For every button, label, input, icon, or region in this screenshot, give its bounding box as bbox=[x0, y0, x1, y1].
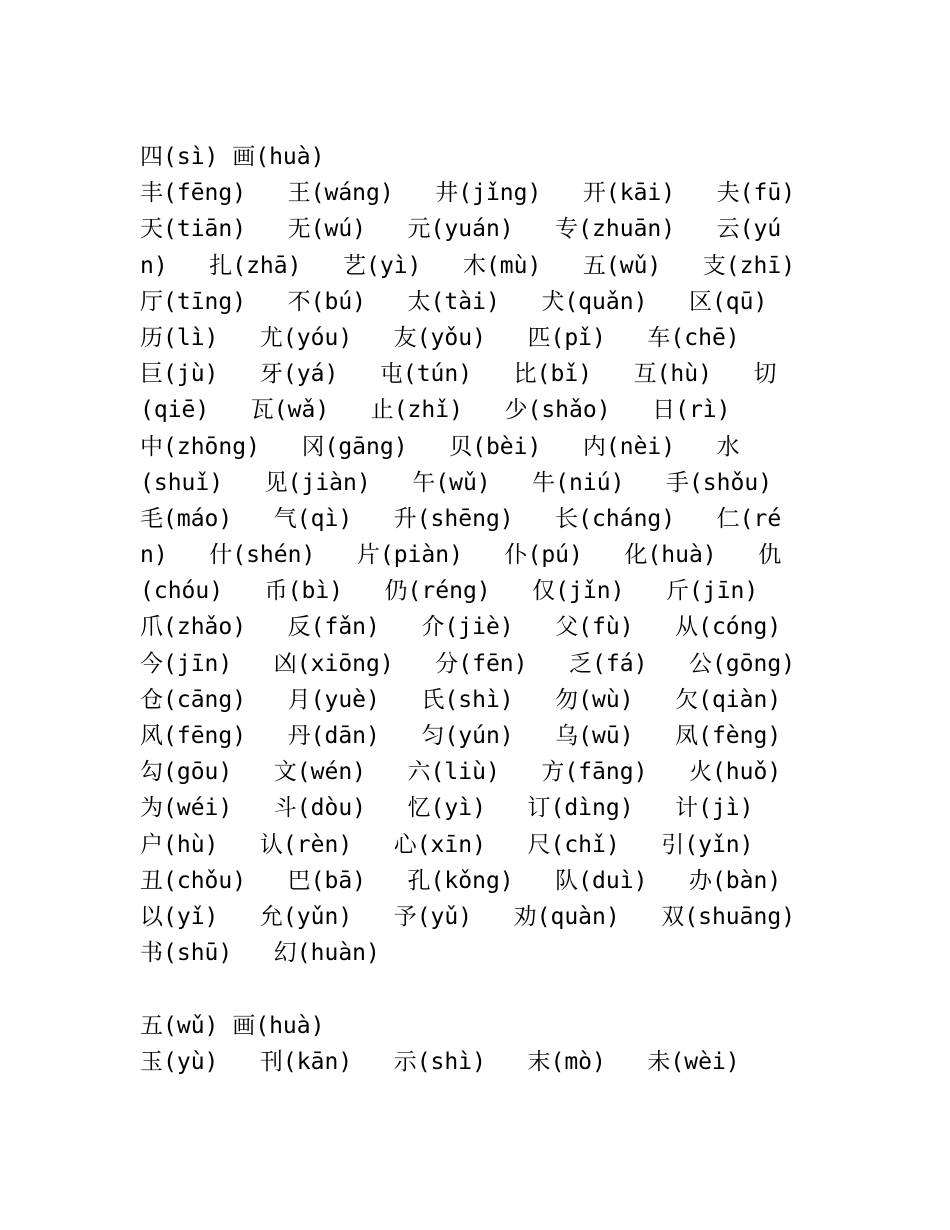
text-line: 毛(máo) 气(qì) 升(shēng) 长(cháng) 仁(ré bbox=[140, 505, 782, 532]
text-line: 玉(yù) 刊(kān) 示(shì) 末(mò) 未(wèi) bbox=[140, 1048, 740, 1075]
text-line: (qiē) 瓦(wǎ) 止(zhǐ) 少(shǎo) 日(rì) bbox=[140, 397, 731, 424]
text-line: (chóu) 币(bì) 仍(réng) 仅(jǐn) 斤(jīn) bbox=[140, 578, 759, 605]
text-line: (shuǐ) 见(jiàn) 午(wǔ) 牛(niú) 手(shǒu) bbox=[140, 469, 773, 496]
text-line: 巨(jù) 牙(yá) 屯(tún) 比(bǐ) 互(hù) 切 bbox=[140, 361, 777, 388]
section-heading: 五(wǔ) 画(huà) bbox=[140, 1012, 325, 1039]
text-line: n) 扎(zhā) 艺(yì) 木(mù) 五(wǔ) 支(zhī) bbox=[140, 252, 796, 279]
text-line: 为(wéi) 斗(dòu) 忆(yì) 订(dìng) 计(jì) bbox=[140, 795, 754, 822]
section-five-strokes bbox=[140, 1008, 830, 1080]
text-line: 丑(chǒu) 巴(bā) 孔(kǒng) 队(duì) 办(bàn) bbox=[140, 867, 782, 894]
text-line: 天(tiān) 无(wú) 元(yuán) 专(zhuān) 云(yú bbox=[140, 216, 782, 243]
text-line: 今(jīn) 凶(xiōng) 分(fēn) 乏(fá) 公(gōng) bbox=[140, 650, 796, 677]
text-line: 仓(cāng) 月(yuè) 氏(shì) 勿(wù) 欠(qiàn) bbox=[140, 686, 782, 713]
text-line: n) 什(shén) 片(piàn) 仆(pú) 化(huà) 仇 bbox=[140, 542, 782, 569]
text-line: 历(lì) 尤(yóu) 友(yǒu) 匹(pǐ) 车(chē) bbox=[140, 324, 740, 351]
text-line: 以(yǐ) 允(yǔn) 予(yǔ) 劝(quàn) 双(shuāng) bbox=[140, 903, 796, 930]
text-line: 勾(gōu) 文(wén) 六(liù) 方(fāng) 火(huǒ) bbox=[140, 759, 782, 786]
text-line: 风(fēng) 丹(dān) 匀(yún) 乌(wū) 凤(fèng) bbox=[140, 723, 782, 749]
section-four-strokes bbox=[140, 139, 830, 971]
text-line: 厅(tīng) 不(bú) 太(tài) 犬(quǎn) 区(qū) bbox=[140, 288, 768, 315]
text-line: 中(zhōng) 冈(gāng) 贝(bèi) 内(nèi) 水 bbox=[140, 433, 740, 460]
section-spacer bbox=[140, 971, 830, 1007]
document-page bbox=[140, 139, 830, 1080]
section-heading: 四(sì) 画(huà) bbox=[140, 144, 325, 170]
text-line: 书(shū) 幻(huàn) bbox=[140, 940, 380, 967]
text-line: 爪(zhǎo) 反(fǎn) 介(jiè) 父(fù) 从(cóng) bbox=[140, 614, 782, 641]
text-line: 户(hù) 认(rèn) 心(xīn) 尺(chǐ) 引(yǐn) bbox=[140, 831, 754, 858]
text-line: 丰(fēng) 王(wáng) 井(jǐng) 开(kāi) 夫(fū) bbox=[140, 180, 796, 207]
